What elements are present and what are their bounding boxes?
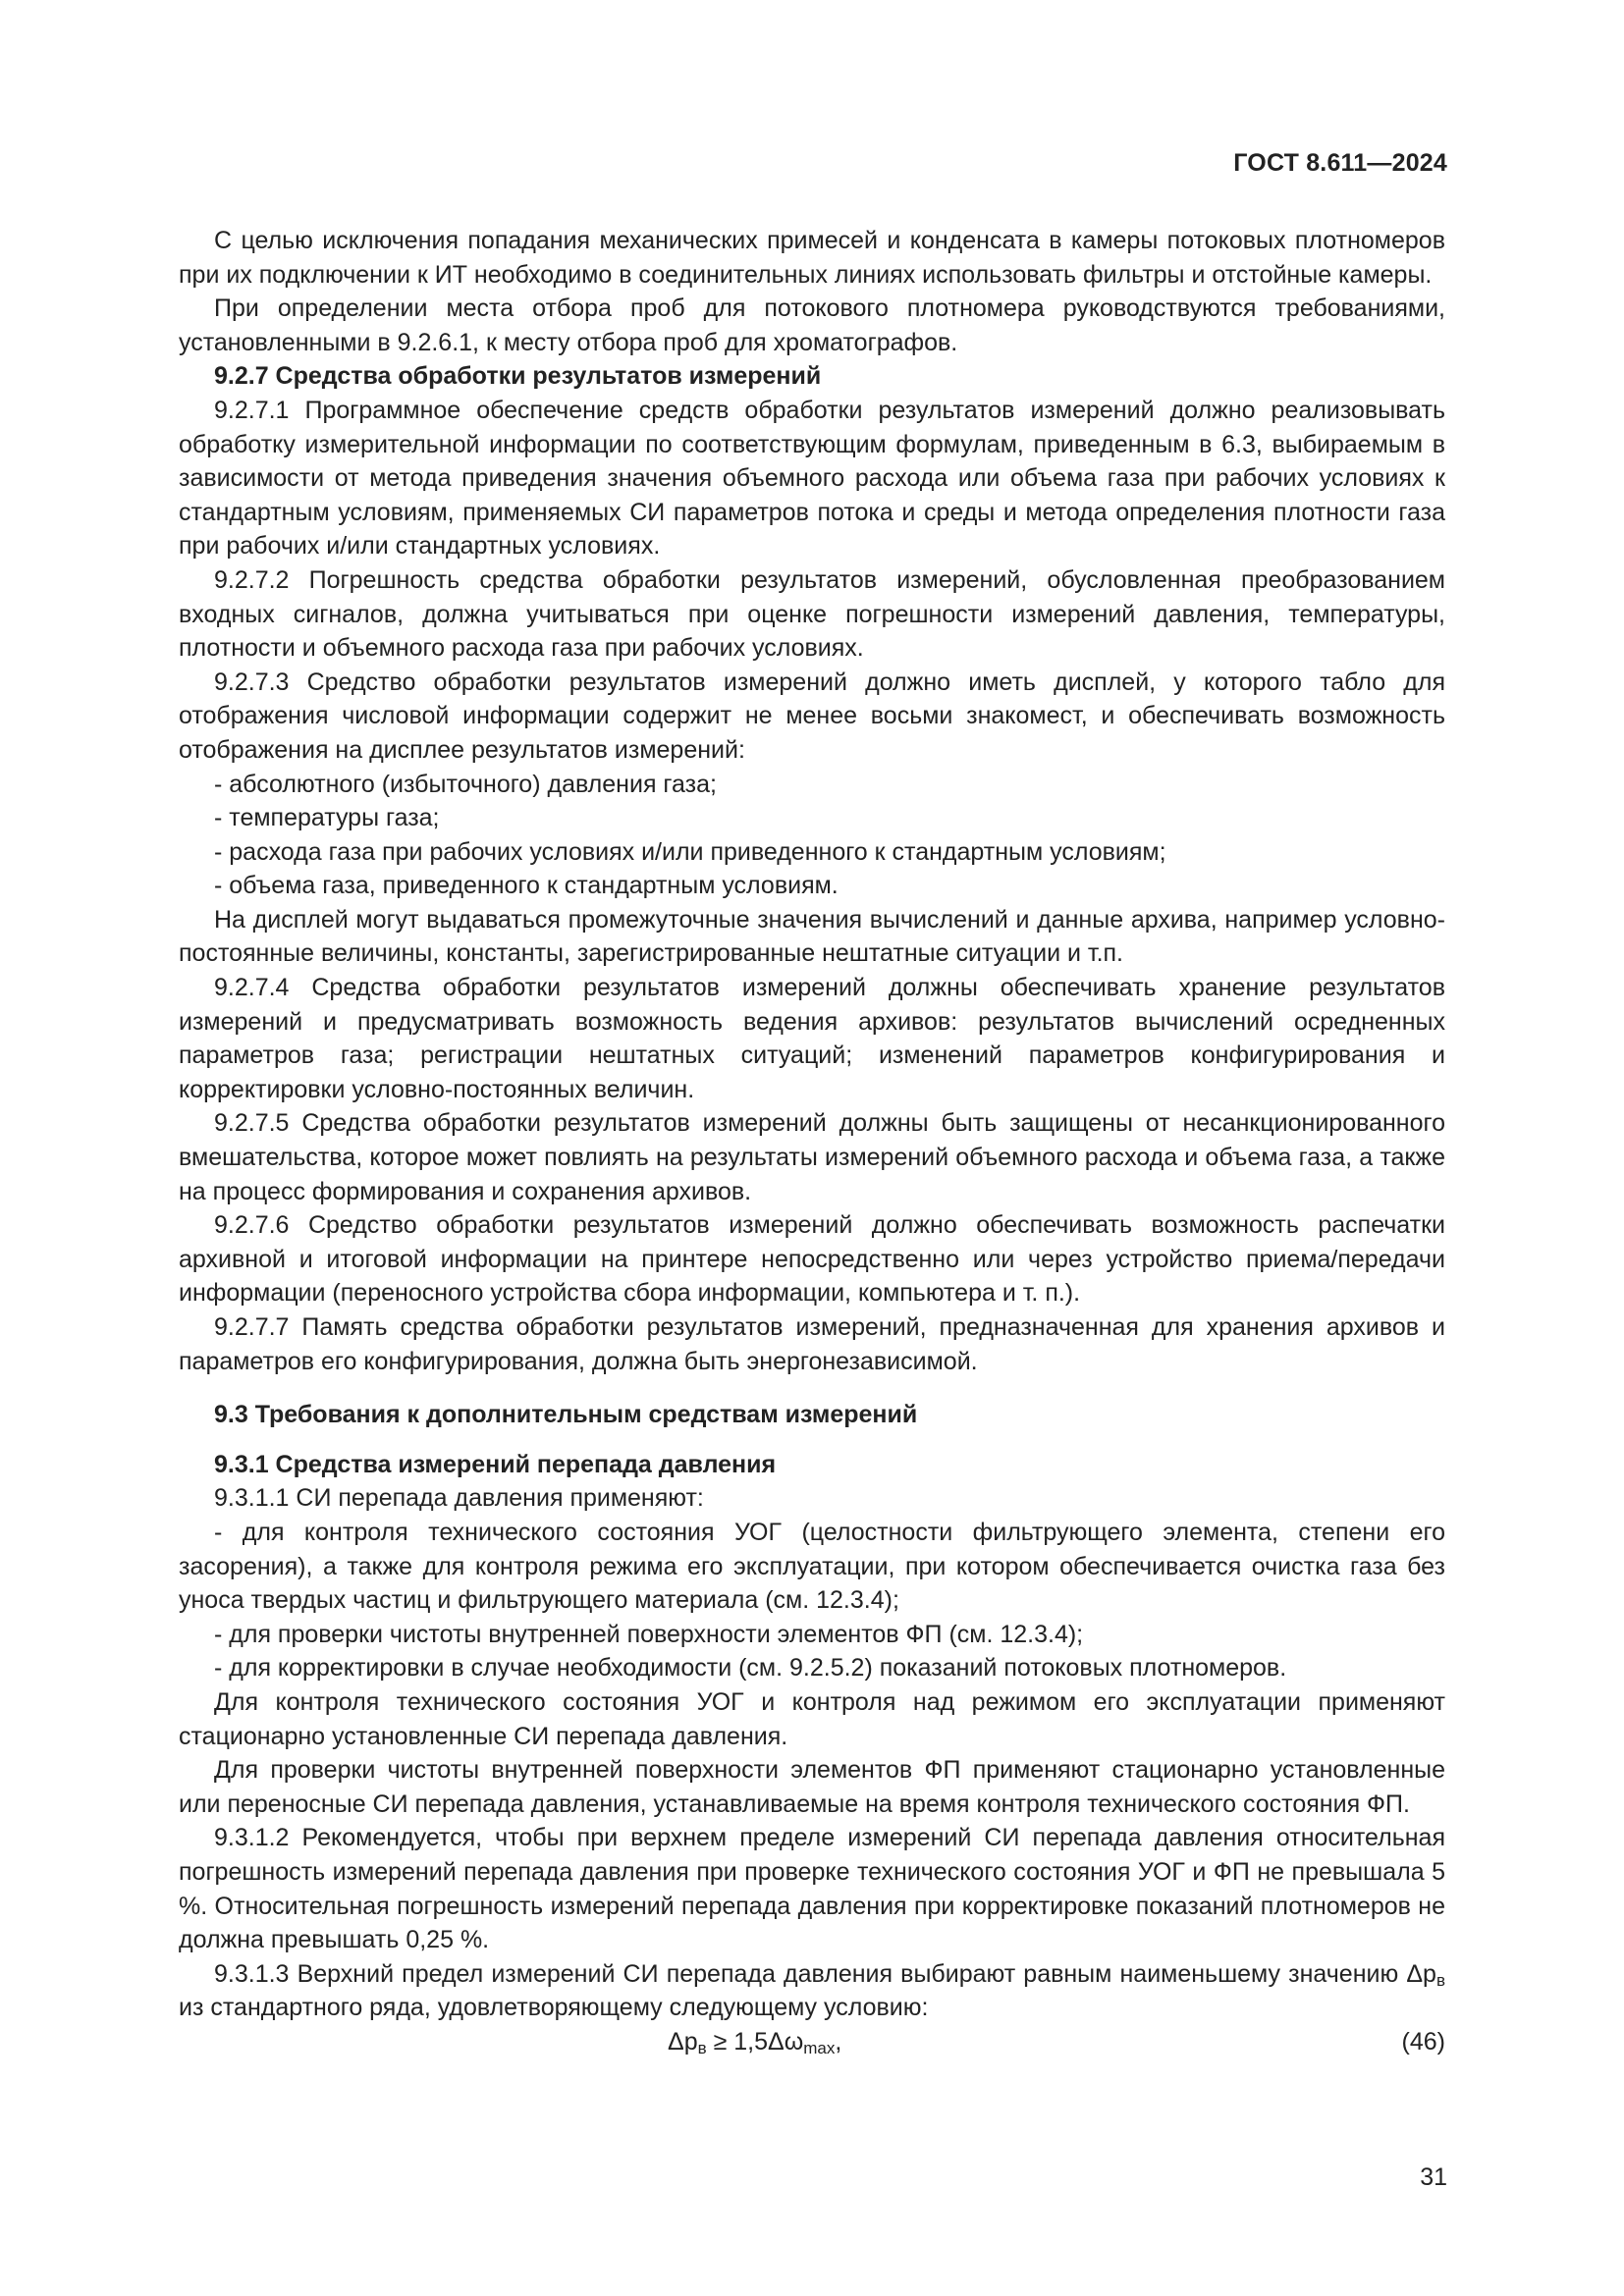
paragraph: Для проверки чистоты внутренней поверхности элементов ФП применяют стационарно установленные или переносные СИ перепада давления, устанавливаемые на время контроля технического состояния ФП. [179,1756,1445,1818]
formula-46 [179,2025,1445,2060]
paragraph: 9.3.1.2 Рекомендуется, чтобы при верхнем пределе измерений СИ перепада давления относительная погрешность измерений перепада давления при проверке технического состояния УОГ и ФП не превышала 5 %. Относительная погрешность измерений перепада давления при корректировке показаний плотномеров не должна превышать 0,25 %. [179,1824,1445,1954]
paragraph: 9.2.7.1 Программное обеспечение средств обработки результатов измерений должно реализовывать обработку измерительной информации по соответствующим формулам, приведенным в 6.3, выбираемым в зависимости от метода приведения значения объемного расхода или объема газа при рабочих условиях к стандартным условиям, применяемых СИ параметров потока и среды и метода определения плотности газа при рабочих и/или стандартных условиях. [179,396,1445,561]
paragraph-text: 9.3.1.3 Верхний предел измерений СИ перепада давления выбирают равным наименьшему значению [214,1959,1407,1988]
list-item: - для контроля технического состояния УОГ (целостности фильтрующего элемента, степени его засорения), а также для контроля режима его эксплуатации, при котором обеспечивается очистка газа без уноса твердых частиц и фильтрующего материала (см. 12.3.4); [179,1518,1445,1615]
paragraph: 9.2.7.5 Средства обработки результатов измерений должны быть защищены от несанкционированного вмешательства, которое может повлиять на результаты измерений объемного расхода и объема газа, а также на процесс формирования и сохранения архивов. [179,1109,1445,1205]
section-heading-9-3-1: 9.3.1 Средства измерений перепада давления [214,1450,777,1478]
list-item: - расхода газа при рабочих условиях и/или приведенного к стандартным условиям; [214,837,1166,866]
formula-relation: ≥ 1,5Δω [706,2027,804,2056]
list-item: - абсолютного (избыточного) давления газа; [214,770,717,798]
list-item: - для проверки чистоты внутренней поверхности элементов ФП (см. 12.3.4); [214,1620,1084,1648]
section-heading-9-3: 9.3 Требования к дополнительным средствам измерений [214,1401,918,1429]
paragraph: 9.2.7.3 Средство обработки результатов измерений должно иметь дисплей, у которого табло для отображения числовой информации содержит не менее восьми знакомест, и обеспечивать возможность отображения на дисплее результатов измерений: [179,667,1445,764]
document-body [179,224,1445,2060]
document-code: ГОСТ 8.611—2024 [1233,149,1447,177]
paragraph: 9.2.7.7 Память средства обработки результатов измерений, предназначенная для хранения архивов и параметров его конфигурирования, должна быть энергонезависимой. [179,1313,1445,1375]
formula-rhs-subscript: max [803,2038,836,2057]
formula-lhs-subscript: в [697,2038,707,2057]
paragraph: При определении места отбора проб для потокового плотномера руководствуются требованиями, установленными в 9.2.6.1, к месту отбора проб для хроматографов. [179,294,1445,356]
formula-tail: , [835,2027,842,2056]
formula-number: (46) [1401,2027,1445,2056]
section-heading-9-2-7: 9.2.7 Средства обработки результатов измерений [214,362,822,391]
list-item: - для корректировки в случае необходимости (см. 9.2.5.2) показаний потоковых плотномеров. [214,1654,1287,1682]
paragraph-text: из стандартного ряда, удовлетворяющему следующему условию: [179,1994,929,2022]
formula-lhs: Δp [668,2027,698,2056]
list-item: - объема газа, приведенного к стандартным условиям. [214,872,839,900]
paragraph: Для контроля технического состояния УОГ и контроля над режимом его эксплуатации применяют стационарно установленные СИ перепада давления. [179,1687,1445,1750]
list-item: - температуры газа; [214,804,440,832]
paragraph: 9.2.7.2 Погрешность средства обработки результатов измерений, обусловленная преобразованием входных сигналов, должна учитываться при оценке погрешности измерений давления, температуры, плотности и объемного расхода газа при рабочих условиях. [179,565,1445,663]
formula-expression [668,2025,841,2059]
subscript: в [1435,1970,1445,1990]
paragraph: На дисплей могут выдаваться промежуточные значения вычислений и данные архива, например условно-постоянные величины, константы, зарегистрированные нештатные ситуации и т.п. [179,905,1445,968]
delta-p-symbol: Δp [1406,1959,1436,1988]
paragraph: 9.3.1.1 СИ перепада давления применяют: [214,1484,704,1513]
paragraph: 9.2.7.6 Средство обработки результатов измерений должно обеспечивать возможность распечатки архивной и итоговой информации на принтере непосредственно или через устройство приема/передачи информации (переносного устройства сбора информации, компьютера и т. п.). [179,1211,1445,1308]
page-number: 31 [1420,2163,1447,2191]
paragraph: С целью исключения попадания механических примесей и конденсата в камеры потоковых плотномеров при их подключении к ИТ необходимо в соединительных линиях использовать фильтры и отстойные камеры. [179,227,1445,289]
paragraph-9-3-1-3 [179,1957,1445,2025]
paragraph: 9.2.7.4 Средства обработки результатов измерений должны обеспечивать хранение результатов измерений и предусматривать возможность ведения архивов: результатов вычислений осредненных параметров газа; регистрации нештатных ситуаций; изменений параметров конфигурирования и корректировки условно-постоянных величин. [179,974,1445,1103]
